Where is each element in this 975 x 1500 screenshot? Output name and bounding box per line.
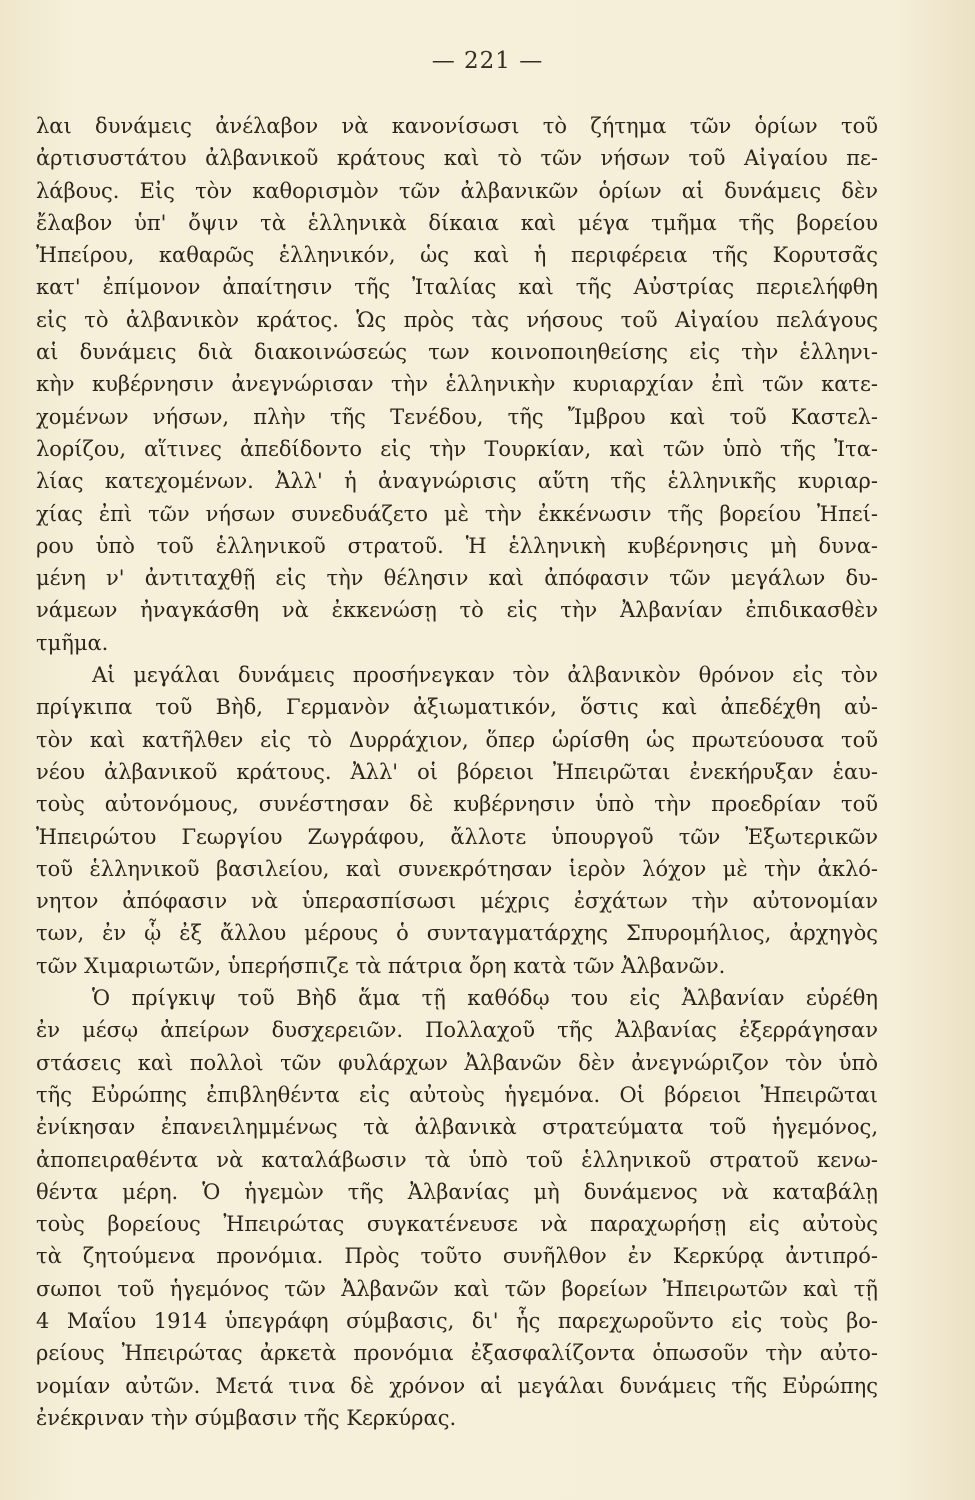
text-line: νομίαν αὐτῶν. Μετά τινα δὲ χρόνον αἱ μεγάλαι δυνάμεις τῆς Εὐρώπης <box>36 1373 878 1398</box>
text-line: λαι δυνάμεις ἀνέλαβον νὰ κανονίσωσι τὸ ζήτημα τῶν ὁρίων τοῦ <box>36 114 878 138</box>
text-line: των, ἐν ᾧ ἐξ ἄλλου μέρους ὁ συνταγματάρχης Σπυρομήλιος, ἀρχηγὸς <box>36 921 878 946</box>
text-line: Ὁ πρίγκιψ τοῦ Βὴδ ἅμα τῇ καθόδῳ του εἰς Ἀλβανίαν εὑρέθη <box>92 986 878 1011</box>
text-line: ἐνέκριναν τὴν σύμβασιν τῆς Κερκύρας. <box>36 1405 457 1430</box>
text-line: αἱ δυνάμεις διὰ διακοινώσεώς των κοινοποιηθείσης εἰς τὴν ἑλληνι- <box>36 340 878 365</box>
text-line: τὸν καὶ κατῆλθεν εἰς τὸ Δυρράχιον, ὅπερ ὡρίσθη ὡς πρωτεύουσα τοῦ <box>36 727 878 752</box>
text-line: ρου ὑπὸ τοῦ ἑλληνικοῦ στρατοῦ. Ἡ ἑλληνικὴ κυβέρνησις μὴ δυνα- <box>36 533 878 558</box>
text-line: κὴν κυβέρνησιν ἀνεγνώρισαν τὴν ἑλληνικὴν κυριαρχίαν ἐπὶ τῶν κατε- <box>36 372 878 397</box>
text-line: χομένων νήσων, πλὴν τῆς Τενέδου, τῆς Ἴμβρου καὶ τοῦ Καστελ- <box>36 404 878 429</box>
text-line: σωποι τοῦ ἡγεμόνος τῶν Ἀλβανῶν καὶ τῶν βορείων Ἠπειρωτῶν καὶ τῇ <box>36 1276 878 1301</box>
text-line: κατ' ἐπίμονον ἀπαίτησιν τῆς Ἰταλίας καὶ τῆς Αὐστρίας περιελήφθη <box>36 275 878 300</box>
text-line: ρείους Ἠπειρώτας ἀρκετὰ προνόμια ἐξασφαλίζοντα ὁπωσοῦν τὴν αὐτο- <box>36 1341 878 1366</box>
text-line: εἰς τὸ ἀλβανικὸν κράτος. Ὡς πρὸς τὰς νήσους τοῦ Αἰγαίου πελάγους <box>36 307 878 332</box>
page-number: — 221 — <box>431 48 544 74</box>
text-line: νητον ἀπόφασιν νὰ ὑπερασπίσωσι μέχρις ἐσχάτων τὴν αὐτονομίαν <box>36 889 878 914</box>
text-line: τμῆμα. <box>36 630 109 655</box>
text-line: λίας κατεχομένων. Ἀλλ' ἡ ἀναγνώρισις αὕτη τῆς ἑλληνικῆς κυριαρ- <box>36 469 878 494</box>
text-line: Ἠπειρώτου Γεωργίου Ζωγράφου, ἄλλοτε ὑπουργοῦ τῶν Ἐξωτερικῶν <box>36 824 878 849</box>
text-line: νάμεων ἠναγκάσθη νὰ ἐκκενώσῃ τὸ εἰς τὴν Ἀλβανίαν ἐπιδικασθὲν <box>36 598 878 623</box>
text-line: θέντα μέρη. Ὁ ἡγεμὼν τῆς Ἀλβανίας μὴ δυνάμενος νὰ καταβάλῃ <box>36 1179 878 1204</box>
text-line: 4 Μαΐου 1914 ὑπεγράφη σύμβασις, δι' ἧς παρεχωροῦντο εἰς τοὺς βο- <box>36 1308 878 1333</box>
text-line: Αἱ μεγάλαι δυνάμεις προσήνεγκαν τὸν ἀλβανικὸν θρόνον εἰς τὸν <box>92 663 878 688</box>
text-line: ἀρτισυστάτου ἀλβανικοῦ κράτους καὶ τὸ τῶν νήσων τοῦ Αἰγαίου πε- <box>36 146 878 171</box>
text-line: μένη ν' ἀντιταχθῇ εἰς τὴν θέλησιν καὶ ἀπόφασιν τῶν μεγάλων δυ- <box>36 566 878 591</box>
text-line: τοῦ ἑλληνικοῦ βασιλείου, καὶ συνεκρότησαν ἱερὸν λόχον μὲ τὴν ἀκλό- <box>36 856 878 881</box>
text-line: τοὺς αὐτονόμους, συνέστησαν δὲ κυβέρνησιν ὑπὸ τὴν προεδρίαν τοῦ <box>36 792 878 817</box>
text-line: τῶν Χιμαριωτῶν, ὑπερήσπιζε τὰ πάτρια ὄρη κατὰ τῶν Ἀλβανῶν. <box>36 953 726 978</box>
text-line: λάβους. Εἰς τὸν καθορισμὸν τῶν ἀλβανικῶν ὁρίων αἱ δυνάμεις δὲν <box>36 178 878 203</box>
text-line: πρίγκιπα τοῦ Βὴδ, Γερμανὸν ἀξιωματικόν, ὅστις καὶ ἀπεδέχθη αὐ- <box>36 695 878 720</box>
text-line: χίας ἐπὶ τῶν νήσων συνεδυάζετο μὲ τὴν ἐκκένωσιν τῆς βορείου Ἠπεί- <box>36 501 878 526</box>
text-line: τὰ ζητούμενα προνόμια. Πρὸς τοῦτο συνῆλθον ἐν Κερκύρᾳ ἀντιπρό- <box>36 1244 878 1269</box>
text-line: ἐν μέσῳ ἀπείρων δυσχερειῶν. Πολλαχοῦ τῆς Ἀλβανίας ἐξερράγησαν <box>36 1018 878 1043</box>
text-line: ἐνίκησαν ἐπανειλημμένως τὰ ἀλβανικὰ στρατεύματα τοῦ ἡγεμόνος, <box>36 1115 878 1140</box>
text-line: ἀποπειραθέντα νὰ καταλάβωσιν τὰ ὑπὸ τοῦ ἑλληνικοῦ στρατοῦ κενω- <box>36 1147 878 1172</box>
text-line: στάσεις καὶ πολλοὶ τῶν φυλάρχων Ἀλβανῶν δὲν ἀνεγνώριζον τὸν ὑπὸ <box>36 1050 878 1075</box>
text-line: Ἠπείρου, καθαρῶς ἑλληνικόν, ὡς καὶ ἡ περιφέρεια τῆς Κορυτσᾶς <box>36 243 878 268</box>
text-line: λορίζου, αἵτινες ἀπεδίδοντο εἰς τὴν Τουρκίαν, καὶ τῶν ὑπὸ τῆς Ἰτα- <box>36 436 878 461</box>
text-line: τῆς Εὐρώπης ἐπιβληθέντα εἰς αὐτοὺς ἡγεμόνα. Οἱ βόρειοι Ἠπειρῶται <box>36 1082 878 1107</box>
text-line: ἔλαβον ὑπ' ὄψιν τὰ ἑλληνικὰ δίκαια καὶ μέγα τμῆμα τῆς βορείου <box>36 210 878 235</box>
text-line: νέου ἀλβανικοῦ κράτους. Ἀλλ' οἱ βόρειοι Ἠπειρῶται ἐνεκήρυξαν ἑαυ- <box>36 759 878 784</box>
body-text <box>36 110 878 1434</box>
text-line: τοὺς βορείους Ἠπειρώτας συγκατένευσε νὰ παραχωρήσῃ εἰς αὐτοὺς <box>36 1212 878 1237</box>
